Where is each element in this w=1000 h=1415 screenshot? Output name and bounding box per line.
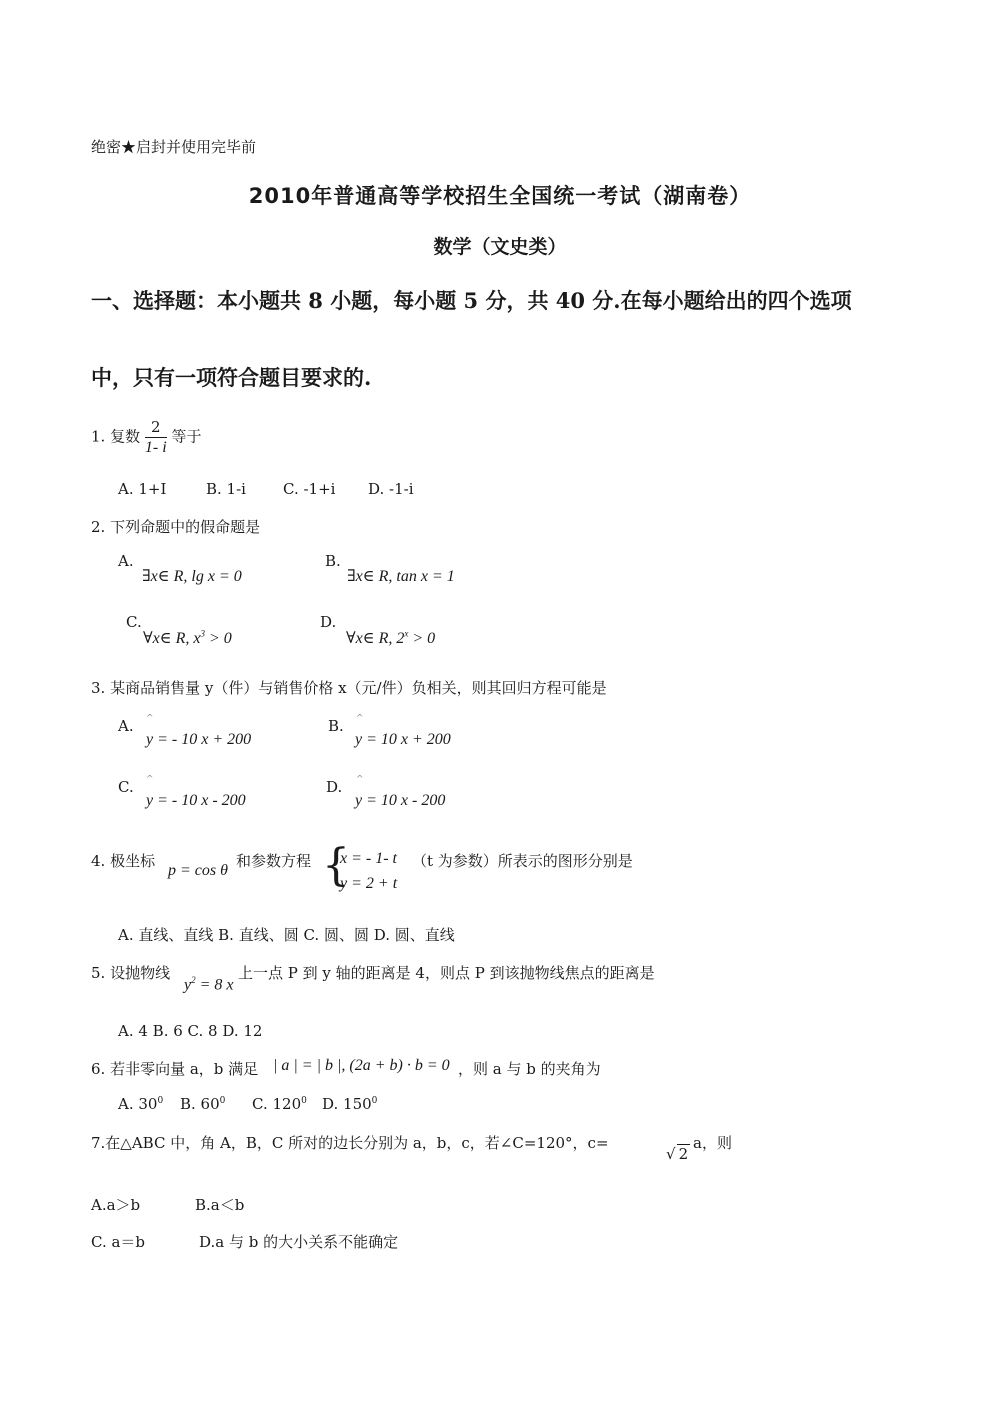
q3-option-c-label: C. [118,778,134,796]
q3-option-d-formula: y = 10 x - 200 [355,792,446,809]
hat-mark-icon: ^ [146,775,154,785]
q1-option-a: A. 1+I [118,480,167,498]
q2-option-d-label: D. [320,613,337,631]
q3-option-a-formula: y = - 10 x + 200 [146,731,252,748]
hat-mark-icon: ^ [356,775,364,785]
q7-option-c: C. a＝b [91,1233,146,1251]
fraction-denominator: 1- i [144,439,167,456]
hat-mark-icon: ^ [356,714,364,724]
left-brace-icon: { [322,840,350,891]
polar-equation: p = cos θ [168,862,228,879]
q1-option-c: C. -1+i [283,480,336,498]
question-6-suffix: ，则 a 与 b 的夹角为 [458,1060,601,1078]
question-1 [91,418,201,457]
question-7-prefix: 7.在△ABC 中，角 A，B，C 所对的边长分别为 a，b，c，若∠C=120°，c= [91,1134,609,1152]
question-4-suffix: （t 为参数）所表示的图形分别是 [412,852,633,870]
q7-option-a: A.a＞b [91,1196,141,1214]
q7-option-d: D.a 与 b 的大小关系不能确定 [199,1233,399,1251]
vector-condition: | a | = | b |, (2a + b) · b = 0 [273,1057,450,1074]
q2-option-c-formula: ∀x∈ R, $x^3 > 0$ [143,628,232,647]
confidential-note: 绝密★启封并使用完毕前 [91,138,257,156]
q2-option-b-label: B. [325,552,341,570]
exam-subtitle: 数学（文史类） [433,236,567,258]
q6-option-c: C. $120^0$ [252,1095,307,1113]
q6-option-d: D. $150^0$ [322,1095,378,1113]
question-5-suffix: 上一点 P 到 y 轴的距离是 4，则点 P 到该抛物线焦点的距离是 [238,964,655,982]
question-4-prefix: 4. 极坐标 [91,852,156,870]
q2-option-b-formula: ∃x∈ R, tan x = 1 [347,568,455,585]
q2-option-c-label: C. [126,613,142,631]
q3-option-d-label: D. [326,778,343,796]
q2-option-a-formula: ∃x∈ R, lg x = 0 [142,568,242,585]
q1-option-b: B. 1-i [206,480,246,498]
sqrt-two: √ 2 [666,1145,689,1163]
q2-option-a-label: A. [118,552,134,570]
question-1-fraction [145,418,167,457]
question-4-mid: 和参数方程 [236,852,312,870]
q5-options: A. 4 B. 6 C. 8 D. 12 [118,1022,263,1040]
q6-option-b: B. $60^0$ [180,1095,226,1113]
question-3-stem: 3. 某商品销售量 y（件）与销售价格 x（元/件）负相关，则其回归方程可能是 [91,679,607,697]
question-1-suffix: 等于 [171,427,202,446]
fraction-numerator: 2 [145,418,167,438]
q3-option-c-formula: y = - 10 x - 200 [146,792,246,809]
system-line-2: y = 2 + t [340,875,398,892]
exam-title: 2010年普通高等学校招生全国统一考试（湖南卷） [248,184,752,208]
section-heading-line2: 中，只有一项符合题目要求的. [91,365,372,390]
q1-option-d: D. -1-i [368,480,414,498]
q3-option-a-label: A. [118,717,134,735]
question-5-prefix: 5. 设抛物线 [91,964,171,982]
q7-option-b: B.a＜b [195,1196,245,1214]
q6-option-a: A. $30^0$ [118,1095,164,1113]
q3-option-b-formula: y = 10 x + 200 [355,731,451,748]
parabola-equation: $y^2 = 8$ x [184,975,234,994]
section-heading-line1: 一、选择题：本小题共 8 小题，每小题 5 分，共 40 分.在每小题给出的四个选项 [91,288,852,313]
q4-options: A. 直线、直线 B. 直线、圆 C. 圆、圆 D. 圆、直线 [118,926,455,944]
q3-option-b-label: B. [328,717,344,735]
question-7-suffix: a，则 [693,1134,732,1152]
q2-option-d-formula: ∀x∈ R, $2^x > 0$ [346,628,436,647]
question-6-prefix: 6. 若非零向量 a，b 满足 [91,1060,259,1078]
hat-mark-icon: ^ [146,714,154,724]
question-2-stem: 2. 下列命题中的假命题是 [91,518,261,536]
question-1-prefix: 1. 复数 [91,427,141,446]
system-line-1: x = - 1- t [340,850,397,867]
